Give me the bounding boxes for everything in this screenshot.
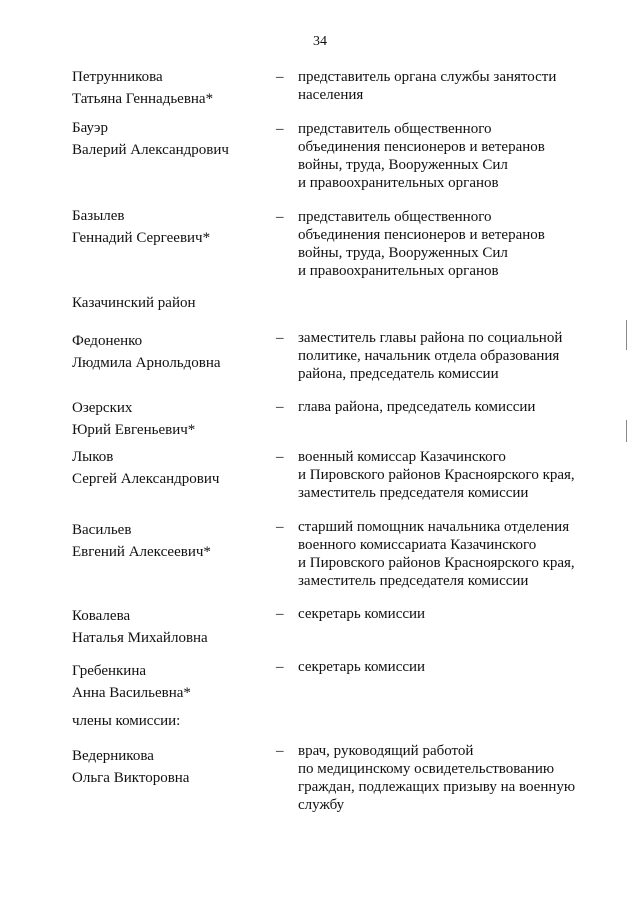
role-line: военного комиссариата Казачинского (298, 537, 537, 553)
district-heading: Казачинский район (72, 295, 196, 311)
person-given-names: Наталья Михайловна (72, 630, 208, 646)
role-line: и правоохранительных органов (298, 175, 499, 191)
person-given-names: Анна Васильевна* (72, 685, 191, 701)
role-line: войны, труда, Вооруженных Сил (298, 245, 508, 261)
dash-separator: – (276, 606, 284, 622)
person-given-names: Сергей Александрович (72, 471, 220, 487)
person-surname: Бауэр (72, 120, 108, 136)
person-surname: Базылев (72, 208, 125, 224)
role-line: секретарь комиссии (298, 659, 426, 675)
dash-separator: – (276, 209, 284, 225)
person-role (298, 68, 598, 104)
person-name (72, 117, 262, 161)
dash-separator: – (276, 743, 284, 759)
role-line: представитель общественного (298, 209, 492, 225)
person-surname: Лыков (72, 449, 114, 465)
person-role (298, 448, 598, 502)
person-name (72, 330, 262, 374)
person-role (298, 518, 598, 590)
person-name (72, 66, 262, 110)
person-role (298, 742, 598, 814)
dash-separator: – (276, 330, 284, 346)
role-line: политике, начальник отдела образования (298, 348, 560, 364)
person-name (72, 446, 262, 490)
dash-separator: – (276, 121, 284, 137)
role-line: представитель органа службы занятости (298, 69, 557, 85)
role-line: представитель общественного (298, 121, 492, 137)
person-surname: Петрунникова (72, 69, 163, 85)
person-name (72, 745, 262, 789)
role-line: граждан, подлежащих призыву на военную (298, 779, 576, 795)
role-line: врач, руководящий работой (298, 743, 474, 759)
person-surname: Федоненко (72, 333, 143, 349)
role-line: района, председатель комиссии (298, 366, 499, 382)
person-role (298, 605, 598, 623)
dash-separator: – (276, 69, 284, 85)
person-given-names: Татьяна Геннадьевна* (72, 91, 214, 107)
person-name (72, 397, 262, 441)
dash-separator: – (276, 659, 284, 675)
person-role (298, 120, 598, 192)
person-role (298, 398, 598, 416)
person-given-names: Людмила Арнольдовна (72, 355, 221, 371)
role-line: заместитель главы района по социальной (298, 330, 563, 346)
role-line: военный комиссар Казачинского (298, 449, 506, 465)
person-name (72, 605, 262, 649)
role-line: войны, труда, Вооруженных Сил (298, 157, 508, 173)
role-line: службу (298, 797, 345, 813)
role-line: объединения пенсионеров и ветеранов (298, 227, 545, 243)
person-given-names: Евгений Алексеевич* (72, 544, 211, 560)
role-line: и Пировского районов Красноярского края, (298, 555, 575, 571)
person-surname: Ведерникова (72, 748, 154, 764)
role-line: глава района, председатель комиссии (298, 399, 536, 415)
person-name (72, 519, 262, 563)
person-given-names: Юрий Евгеньевич* (72, 422, 196, 438)
person-role (298, 658, 598, 676)
role-line: старший помощник начальника отделения (298, 519, 570, 535)
person-name (72, 660, 262, 704)
role-line: объединения пенсионеров и ветеранов (298, 139, 545, 155)
person-surname: Васильев (72, 522, 132, 538)
role-line: заместитель председателя комиссии (298, 573, 529, 589)
person-surname: Озерских (72, 400, 133, 416)
person-given-names: Геннадий Сергеевич* (72, 230, 211, 246)
scan-edge-mark (626, 420, 627, 442)
role-line: населения (298, 87, 364, 103)
role-line: заместитель председателя комиссии (298, 485, 529, 501)
role-line: и Пировского районов Красноярского края, (298, 467, 575, 483)
page-number: 34 (313, 34, 327, 49)
dash-separator: – (276, 449, 284, 465)
scan-edge-mark (626, 320, 627, 350)
person-given-names: Валерий Александрович (72, 142, 229, 158)
person-role (298, 208, 598, 280)
dash-separator: – (276, 399, 284, 415)
role-line: и правоохранительных органов (298, 263, 499, 279)
person-given-names: Ольга Викторовна (72, 770, 190, 786)
person-role (298, 329, 598, 383)
person-surname: Гребенкина (72, 663, 147, 679)
role-line: секретарь комиссии (298, 606, 426, 622)
members-heading: члены комиссии: (72, 713, 181, 729)
person-name (72, 205, 262, 249)
person-surname: Ковалева (72, 608, 131, 624)
dash-separator: – (276, 519, 284, 535)
role-line: по медицинскому освидетельствованию (298, 761, 555, 777)
